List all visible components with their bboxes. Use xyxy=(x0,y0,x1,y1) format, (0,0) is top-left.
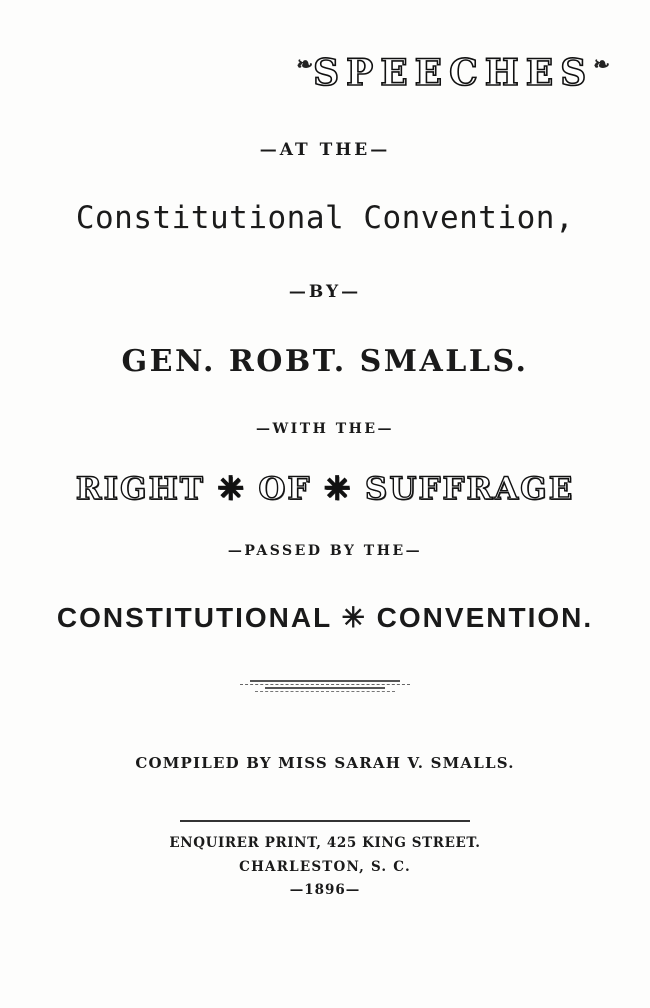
divider-rule-4 xyxy=(255,691,395,692)
imprint-printer: ENQUIRER PRINT, 425 KING STREET. xyxy=(169,835,481,851)
imprint-year: —1896— xyxy=(289,882,361,899)
passed-by-the-label: —PASSED BY THE— xyxy=(227,543,423,559)
title-block xyxy=(40,0,610,94)
by-label: —BY— xyxy=(288,282,362,302)
right-of-suffrage-title: RIGHT ✳ OF ✳ SUFFRAGE xyxy=(75,471,575,507)
constitutional-convention-title: CONSTITUTIONAL ✳ CONVENTION. xyxy=(56,602,594,633)
divider-rule-2 xyxy=(240,684,410,685)
main-title-text: SPEECHES xyxy=(313,52,594,94)
author-name: GEN. ROBT. SMALLS. xyxy=(121,344,529,379)
imprint-city: CHARLESTON, S. C. xyxy=(239,858,411,875)
ornamental-divider xyxy=(240,680,410,692)
imprint-block xyxy=(40,832,610,903)
imprint-divider xyxy=(180,820,470,822)
divider-rule-1 xyxy=(250,680,400,682)
main-title xyxy=(296,52,610,94)
at-the-label: —AT THE— xyxy=(259,140,391,160)
flourish-right-icon: ❧ xyxy=(593,52,610,76)
flourish-left-icon: ❧ xyxy=(296,52,314,76)
divider-rule-3 xyxy=(265,687,385,689)
with-the-label: —WITH THE— xyxy=(255,421,395,437)
convention-script-title: Constitutional Convention, xyxy=(75,200,575,236)
compiled-by-line: COMPILED BY MISS SARAH V. SMALLS. xyxy=(135,754,515,772)
